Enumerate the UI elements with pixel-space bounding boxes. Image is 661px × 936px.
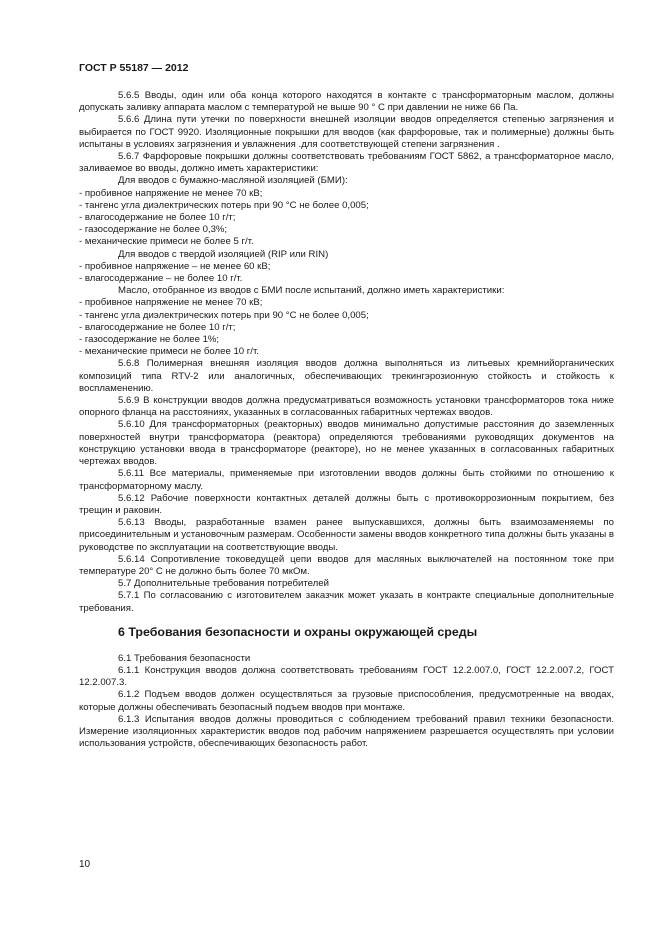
- paragraph: 5.6.9 В конструкции вводов должна предусматриваться возможность установки трансформаторов тока ниже опорного фланца на расстояниях, указанных в согласованных габаритных чертежах вводов.: [79, 395, 614, 419]
- paragraph: 5.6.7 Фарфоровые покрышки должны соответствовать требованиям ГОСТ 5862, а трансформаторное масло, заливаемое во вводы, должно иметь характеристики:: [79, 151, 614, 175]
- list-item: - газосодержание не более 0,3%;: [79, 224, 228, 236]
- subheading-line: Масло, отобранное из вводов с БМИ после испытаний, должно иметь характеристики:: [118, 285, 505, 297]
- list-item: - тангенс угла диэлектрических потерь при 90 °С не более 0,005;: [79, 309, 369, 321]
- list-item: - механические примеси не более 10 г/т.: [79, 346, 259, 358]
- paragraph: 5.6.5 Вводы, один или оба конца которого находятся в контакте с трансформаторным маслом, должны допускать заливку аппарата маслом с температурой не выше 90 ° С при давлении не ниже 66 Па.: [79, 90, 614, 114]
- paragraph: 5.6.12 Рабочие поверхности контактных деталей должны быть с противокоррозионным покрытием, без трещин и раковин.: [79, 492, 614, 516]
- list-item: - тангенс угла диэлектрических потерь при 90 °С не более 0,005;: [79, 199, 369, 211]
- paragraph: 6.1.1 Конструкция вводов должна соответствовать требованиям ГОСТ 12.2.007.0, ГОСТ 12.2.007.2, ГОСТ 12.2.007.3.: [79, 664, 614, 689]
- subheading-line: 5.7 Дополнительные требования потребителей: [118, 578, 329, 590]
- section-5-6-body: [79, 90, 614, 615]
- list-item: - влагосодержание – не более 10 г/т.: [79, 273, 243, 285]
- paragraph: 6.1.3 Испытания вводов должны проводиться с соблюдением требований правил техники безопасности. Измерение изоляционных характеристик вводов под рабочим напряжением разрешается осуществлять при условии использования устройств, обеспечивающих безопасность работ.: [79, 713, 614, 750]
- list-item: - пробивное напряжение – не менее 60 кВ;: [79, 260, 271, 272]
- list-item: - влагосодержание не более 10 г/т;: [79, 212, 236, 224]
- paragraph: 5.6.11 Все материалы, применяемые при изготовлении вводов должны быть стойкими по отношению к трансформаторному маслу.: [79, 468, 614, 492]
- paragraph: 5.7.1 По согласованию с изготовителем заказчик может указать в контракте специальные дополнительные требования.: [79, 590, 614, 614]
- paragraph: 5.6.13 Вводы, разработанные взамен ранее выпускавшихся, должны быть взаимозаменяемы по присоединительным и установочным размерам. Особенности замены вводов конкретного типа должны быть указаны в руководстве по эксплуатации на соответствующие вводы.: [79, 517, 614, 553]
- list-item: - механические примеси не более 5 г/т.: [79, 236, 254, 248]
- list-item: - газосодержание не более 1%;: [79, 334, 220, 346]
- section-6-body: [79, 653, 614, 751]
- page-number: 10: [79, 859, 91, 870]
- subheading-line: Для вводов с твердой изоляцией (RIP или RIN): [118, 248, 329, 260]
- paragraph: 5.6.8 Полимерная внешняя изоляция вводов должна выполняться из литьевых кремнийорганических композиций типа RTV-2 или аналогичных, обеспечивающих трекингэрозионную стойкость и стойкость к воспламенению.: [79, 358, 614, 394]
- paragraph: 5.6.14 Сопротивление токоведущей цепи вводов для масляных выключателей на постоянном токе при температуре 20° С не должно быть более 70 мкОм.: [79, 553, 614, 577]
- section-title: 6 Требования безопасности и охраны окружающей среды: [118, 624, 478, 639]
- paragraph: 5.6.6 Длина пути утечки по поверхности внешней изоляции вводов определяется степенью загрязнения и выбирается по ГОСТ 9920. Изоляционные покрышки для вводов (как фарфоровые, так и полимерные) должны быть испытаны в условиях загрязнения и увлажнения .для соответствующей степени загрязнения .: [79, 114, 614, 150]
- list-item: - пробивное напряжение не менее 70 кВ;: [79, 297, 263, 309]
- document-header: ГОСТ Р 55187 — 2012: [79, 62, 189, 74]
- subheading-line: 6.1 Требования безопасности: [118, 652, 251, 664]
- list-item: - влагосодержание не более 10 г/т;: [79, 321, 236, 333]
- paragraph: 5.6.10 Для трансформаторных (реакторных) вводов минимально допустимые расстояния до заземленных поверхностей внутри трансформатора (реактора) определяются требованиями руководящих документов на конструкцию установки ввода в трансформаторе (реакторе), но не менее указанных в согласованных габаритных чертежах вводов.: [79, 419, 614, 468]
- subheading-line: Для вводов с бумажно-масляной изоляцией (БМИ):: [118, 175, 348, 187]
- document-page: [79, 62, 614, 750]
- list-item: - пробивное напряжение не менее 70 кВ;: [79, 187, 263, 199]
- paragraph: 6.1.2 Подъем вводов должен осуществляться за грузовые приспособления, предусмотренные на вводах, которые должны обеспечивать безопасный подъем вводов при монтаже.: [79, 689, 614, 713]
